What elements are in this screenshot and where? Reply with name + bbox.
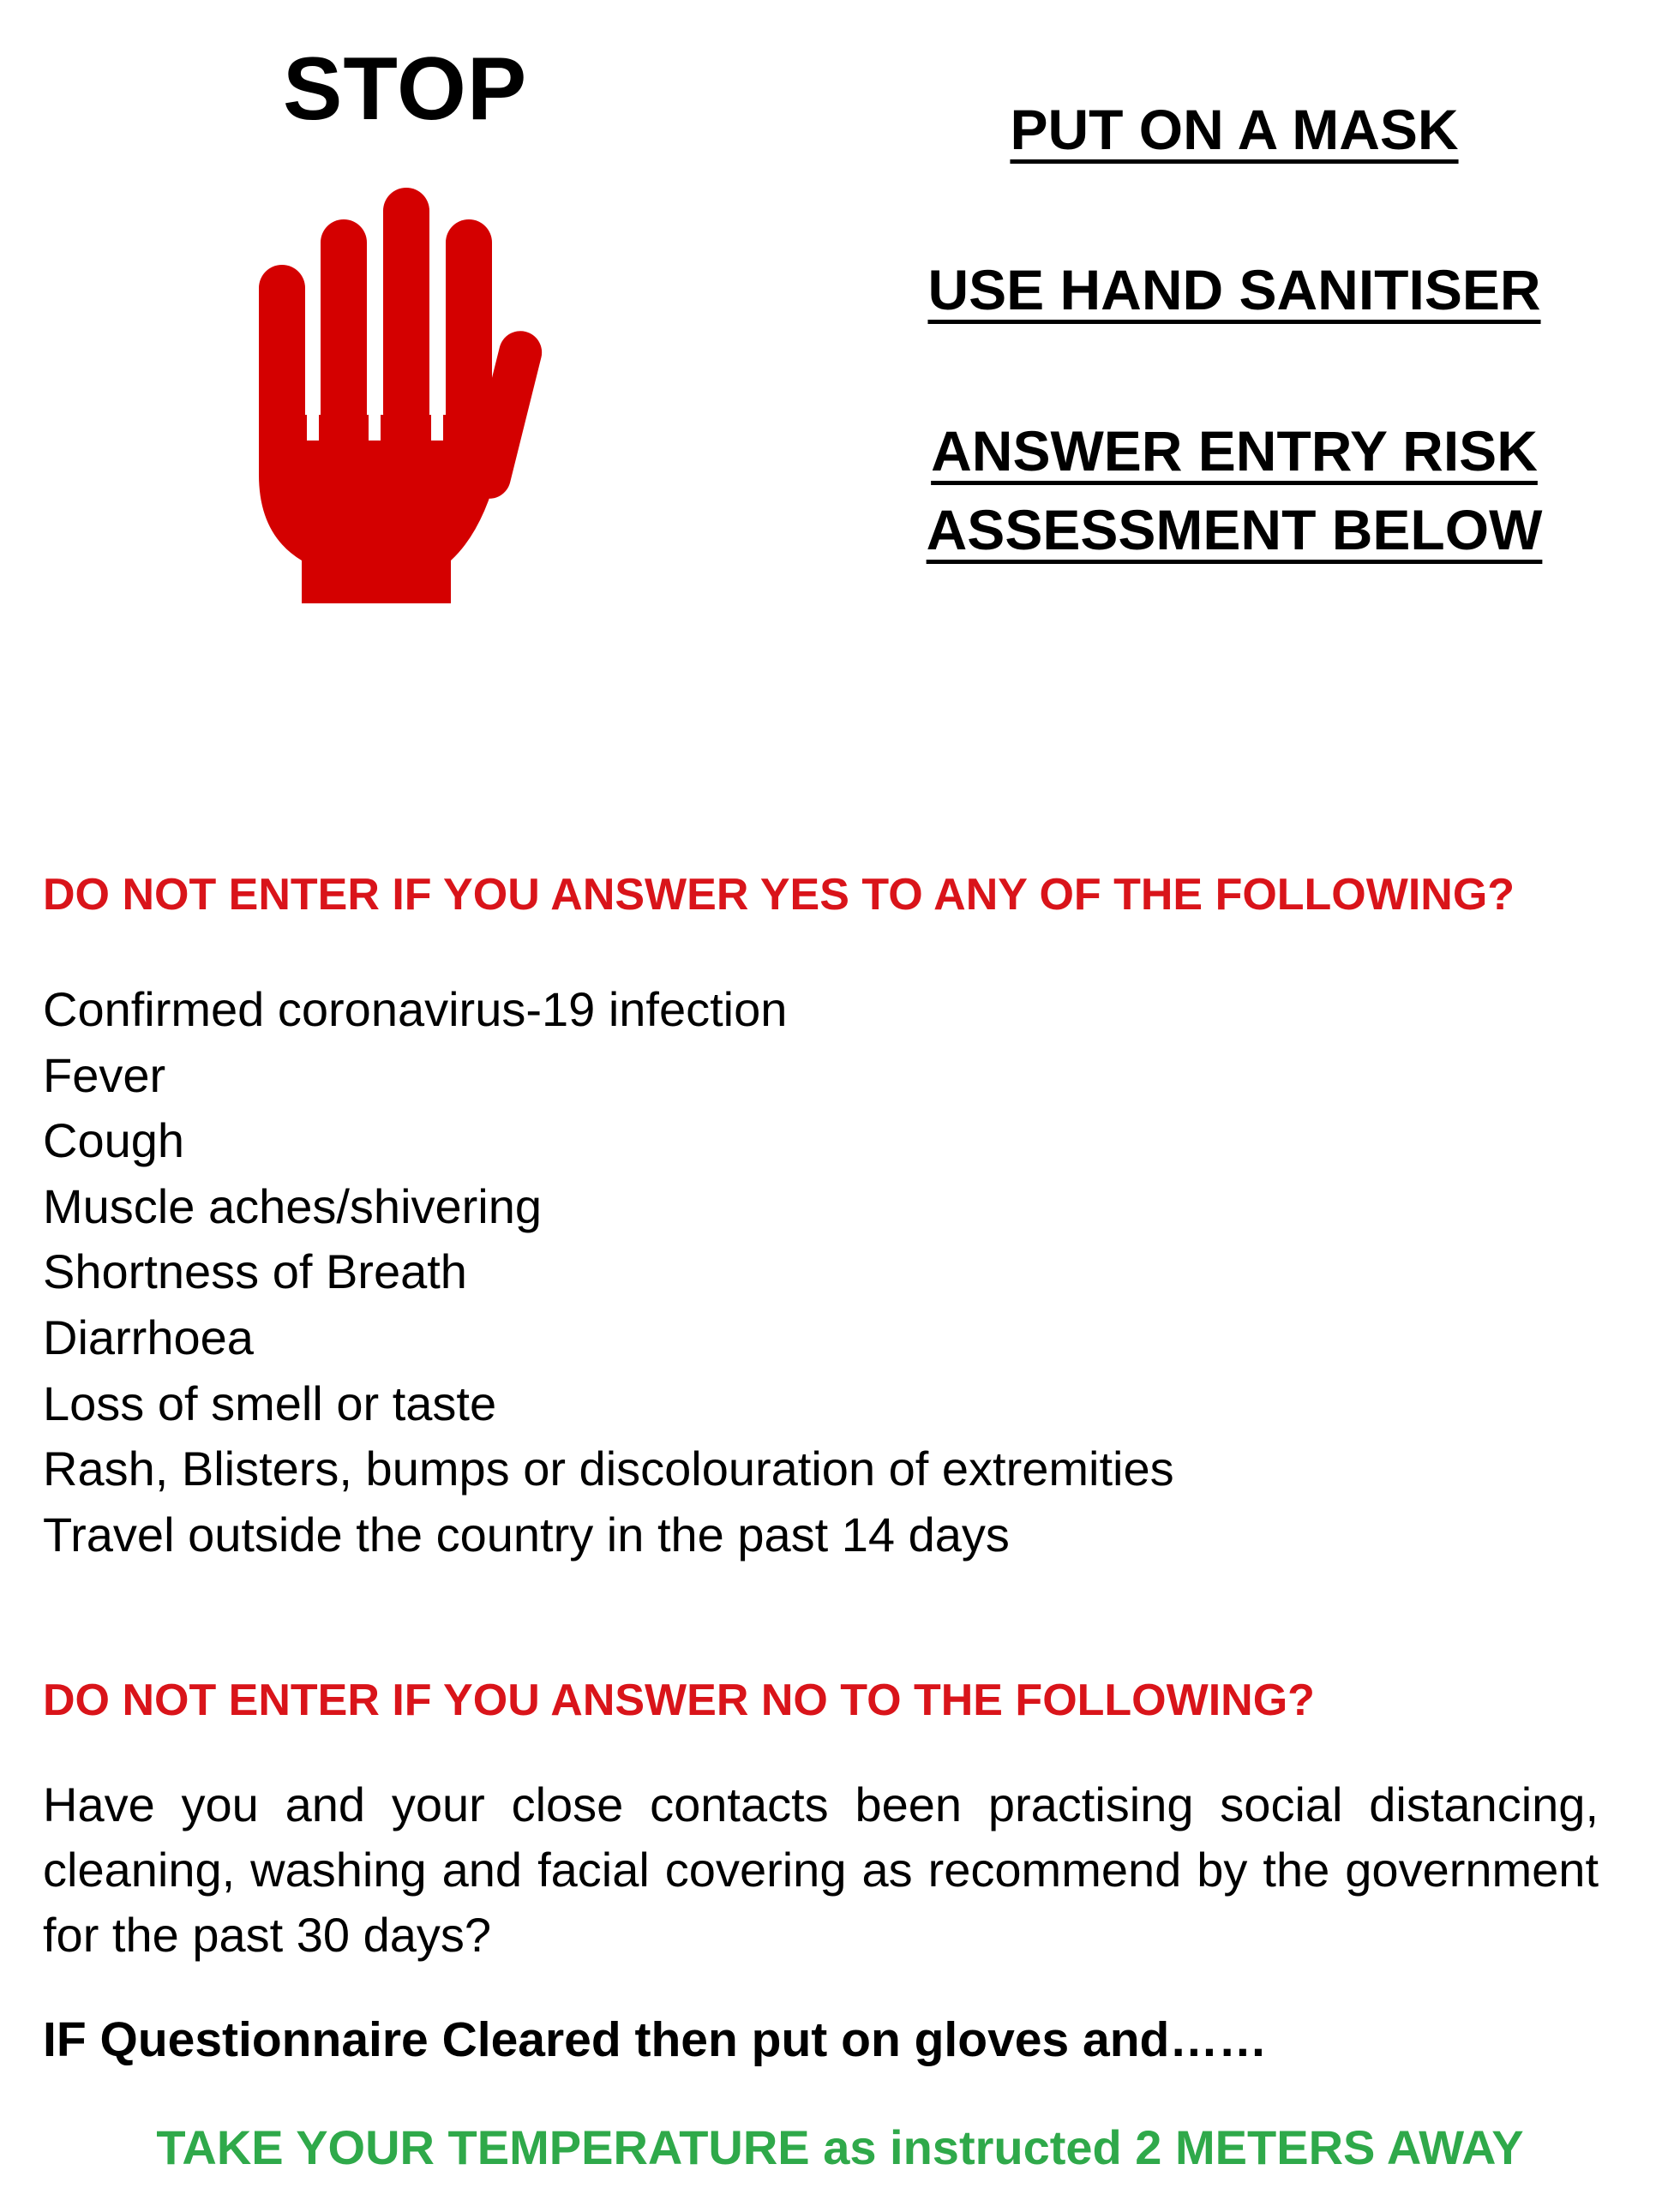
list-item: Cough <box>43 1113 185 1168</box>
list-item: Shortness of Breath <box>43 1244 467 1299</box>
temperature-instruction: TAKE YOUR TEMPERATURE as instructed 2 METERS AWAY <box>156 2120 1524 2174</box>
instruction-assessment-line-2: ASSESSMENT BELOW <box>926 498 1543 561</box>
yes-warning-heading: DO NOT ENTER IF YOU ANSWER YES TO ANY OF THE FOLLOWING? <box>43 870 1515 920</box>
list-item: Loss of smell or taste <box>43 1376 497 1430</box>
symptom-list <box>43 977 1174 1568</box>
no-warning-heading: DO NOT ENTER IF YOU ANSWER NO TO THE FOLLOWING? <box>43 1675 1315 1725</box>
list-item: Confirmed coronavirus-19 infection <box>43 982 788 1036</box>
list-item: Diarrhoea <box>43 1310 254 1364</box>
instruction-mask: PUT ON A MASK <box>1010 98 1459 161</box>
stop-title: STOP <box>283 39 528 139</box>
list-item: Muscle aches/shivering <box>43 1178 543 1233</box>
list-item: Rash, Blisters, bumps or discolouration of extremities <box>43 1442 1174 1496</box>
raised-hand-icon <box>259 183 550 603</box>
instruction-sanitiser: USE HAND SANITISER <box>927 258 1541 321</box>
distancing-question: Have you and your close contacts been practising social distancing, cleaning, washing and facial covering as recommend by the government for the past 30 days? <box>43 1777 1599 1962</box>
list-item: Travel outside the country in the past 14 days <box>43 1507 1010 1562</box>
instruction-assessment-line-1: ANSWER ENTRY RISK <box>931 419 1538 483</box>
cleared-instruction: IF Questionnaire Cleared then put on gloves and…… <box>43 2012 1268 2067</box>
list-item: Fever <box>43 1047 166 1102</box>
